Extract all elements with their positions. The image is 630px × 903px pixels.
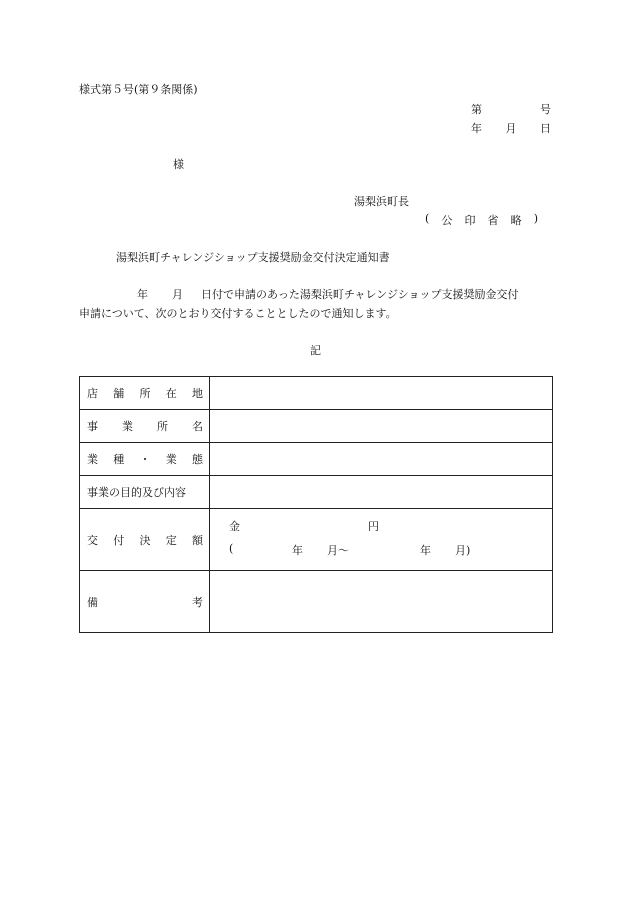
seal-char: 略 — [510, 214, 522, 227]
label-business-purpose: 事業の目的及び内容 — [87, 486, 186, 499]
value-business-name — [210, 410, 553, 443]
recipient-suffix: 様 — [173, 158, 184, 171]
date-year: 年 — [471, 122, 482, 135]
body-year: 年 — [137, 288, 148, 301]
number-prefix: 第 — [471, 103, 482, 116]
value-business-purpose — [210, 476, 553, 509]
period-year-1: 年 — [292, 543, 303, 557]
period-year-2: 年 — [420, 543, 431, 557]
table-row — [80, 443, 553, 476]
value-store-location — [210, 377, 553, 410]
seal-paren-close: ) — [533, 212, 538, 225]
table-row — [80, 476, 553, 509]
amount-kin: 金 — [229, 519, 240, 533]
label-business-name: 事 業 所 名 — [87, 420, 203, 433]
value-grant-amount — [210, 509, 553, 571]
label-store-location: 店 舗 所 在 地 — [87, 387, 203, 400]
label-industry-type: 業 種 ・ 業 態 — [87, 453, 203, 466]
body-line-2: 申請について、次のとおり交付することとしたので通知します。 — [79, 307, 397, 320]
amount-line — [210, 518, 552, 538]
label-grant-amount: 交 付 決 定 額 — [87, 533, 203, 547]
seal-paren-open: ( — [425, 212, 430, 225]
date-day: 日 — [540, 122, 551, 135]
table-row — [80, 377, 553, 410]
issuer-name: 湯梨浜町長 — [354, 195, 409, 208]
label-remarks: 備 考 — [87, 595, 203, 609]
period-open: ( — [229, 541, 234, 555]
document-title: 湯梨浜町チャレンジショップ支援奨励金交付決定通知書 — [116, 251, 390, 264]
ki-heading: 記 — [310, 344, 321, 357]
form-number: 様式第５号(第９条関係) — [79, 83, 198, 96]
table-row — [80, 410, 553, 443]
value-industry-type — [210, 443, 553, 476]
seal-char: 省 — [487, 214, 499, 227]
table-row — [80, 571, 553, 633]
seal-char: 印 — [464, 214, 476, 227]
notice-details-table — [79, 376, 553, 633]
body-line-1-text: 日付で申請のあった湯梨浜町チャレンジショップ支援奨励金交付 — [201, 288, 519, 301]
period-month-1: 月～ — [327, 543, 349, 557]
period-month-2: 月) — [455, 543, 471, 557]
amount-yen: 円 — [368, 519, 379, 533]
seal-char: 公 — [441, 214, 453, 227]
seal-omitted-note — [425, 212, 538, 228]
number-suffix: 号 — [540, 103, 551, 116]
table-row — [80, 509, 553, 571]
body-line-1 — [79, 286, 552, 302]
value-remarks — [210, 571, 553, 633]
document-number-row — [471, 101, 551, 117]
period-line — [210, 542, 552, 562]
date-month: 月 — [505, 122, 517, 135]
issue-date-row — [471, 120, 551, 136]
body-month: 月 — [172, 288, 183, 301]
